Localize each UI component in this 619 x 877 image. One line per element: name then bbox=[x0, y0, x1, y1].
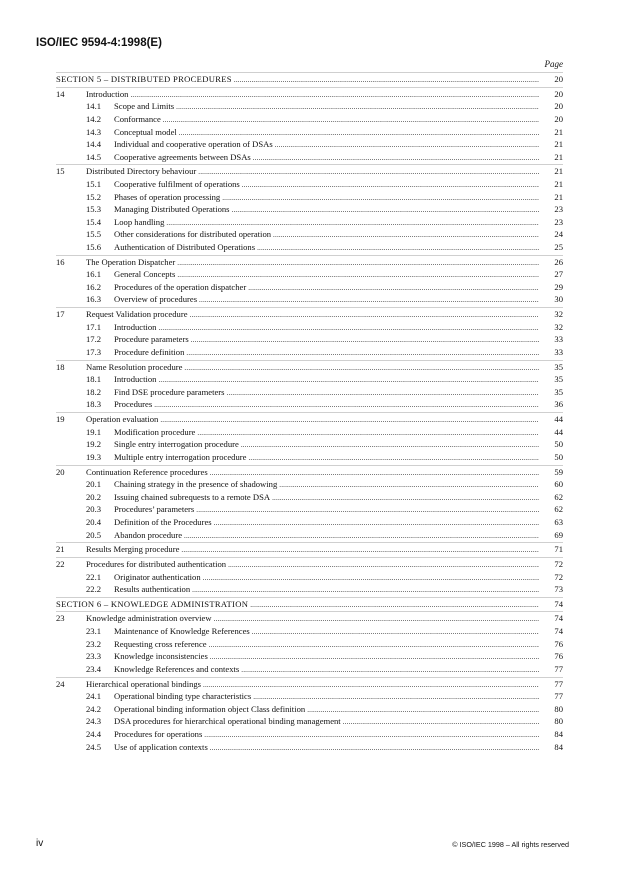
dot-leader bbox=[209, 638, 539, 651]
toc-clause-entry[interactable] bbox=[56, 164, 563, 178]
toc-entry-page: 80 bbox=[554, 716, 563, 727]
toc-entry-title: Conceptual model bbox=[114, 126, 177, 137]
toc-subclause-entry[interactable] bbox=[56, 438, 563, 451]
toc-subclause-entry[interactable] bbox=[56, 346, 563, 359]
toc-entry-title: Cooperative agreements between DSAs bbox=[114, 151, 251, 162]
toc-entry-number: 15.5 bbox=[86, 229, 102, 240]
toc-entry-number: 20.5 bbox=[86, 529, 102, 540]
toc-subclause-entry[interactable] bbox=[56, 741, 563, 754]
toc-entry-title: Hierarchical operational bindings bbox=[86, 678, 202, 689]
toc-entry-page: 74 bbox=[554, 626, 563, 637]
toc-entry-number: 19.2 bbox=[86, 439, 102, 450]
toc-entry-page: 36 bbox=[554, 399, 563, 410]
toc-entry-number: 23 bbox=[56, 613, 65, 624]
toc-entry-title: Continuation Reference procedures bbox=[86, 466, 208, 477]
toc-subclause-entry[interactable] bbox=[56, 728, 563, 741]
toc-entry-number: 15.6 bbox=[86, 242, 102, 252]
toc-entry-page: 76 bbox=[554, 638, 563, 649]
toc-entry-page: 35 bbox=[554, 374, 563, 385]
toc-subclause-entry[interactable] bbox=[56, 293, 563, 306]
toc-subclause-entry[interactable] bbox=[56, 373, 563, 386]
toc-entry-page: 33 bbox=[554, 334, 563, 345]
toc-entry-number: 24.5 bbox=[86, 741, 102, 752]
toc-entry-title: Operation evaluation bbox=[86, 414, 159, 425]
toc-entry-number: 17.2 bbox=[86, 334, 102, 345]
toc-subclause-entry[interactable] bbox=[56, 191, 563, 204]
toc-clause-entry[interactable] bbox=[56, 542, 563, 556]
toc-entry-page: 21 bbox=[554, 139, 563, 150]
toc-entry-number: 17.3 bbox=[86, 346, 102, 357]
toc-entry-page: 77 bbox=[554, 663, 563, 674]
toc-entry-page: 59 bbox=[554, 466, 563, 477]
dot-leader bbox=[272, 491, 539, 504]
dot-leader bbox=[252, 625, 539, 638]
toc-subclause-entry[interactable] bbox=[56, 333, 563, 346]
toc-subclause-entry[interactable] bbox=[56, 178, 563, 191]
dot-leader bbox=[214, 516, 539, 529]
toc-entry-page: 62 bbox=[554, 504, 563, 515]
toc-subclause-entry[interactable] bbox=[56, 151, 563, 164]
toc-entry-title: Originator authentication bbox=[114, 571, 201, 582]
toc-entry-number: 15 bbox=[56, 166, 65, 177]
toc-entry-number: 23.2 bbox=[86, 638, 102, 649]
toc-entry-number: 24.2 bbox=[86, 703, 102, 714]
toc-entry-title: Cooperative fulfilment of operations bbox=[114, 179, 240, 190]
toc-entry-number: 20.1 bbox=[86, 479, 102, 490]
toc-entry-page: 76 bbox=[554, 651, 563, 662]
toc-entry-page: 80 bbox=[554, 703, 563, 714]
toc-entry-title: SECTION 5 – DISTRIBUTED PROCEDURES bbox=[56, 74, 232, 85]
toc-entry-number: 19 bbox=[56, 414, 65, 425]
toc-entry-title: Loop handling bbox=[114, 216, 165, 227]
toc-entry-title: Conformance bbox=[114, 113, 161, 124]
toc-subclause-entry[interactable] bbox=[56, 228, 563, 241]
toc-clause-entry[interactable] bbox=[56, 255, 563, 269]
dot-leader bbox=[166, 216, 539, 229]
toc-entry-title: Knowledge inconsistencies bbox=[114, 651, 208, 662]
toc-subclause-entry[interactable] bbox=[56, 663, 563, 676]
toc-entry-title: Procedures of the operation dispatcher bbox=[114, 281, 247, 292]
toc-entry-number: 19.1 bbox=[86, 426, 102, 437]
toc-entry-page: 24 bbox=[554, 229, 563, 240]
dot-leader bbox=[250, 598, 539, 611]
toc-entry-title: Maintenance of Knowledge References bbox=[114, 626, 250, 637]
toc-entry-page: 32 bbox=[554, 309, 563, 320]
dot-leader bbox=[210, 741, 539, 754]
dot-leader bbox=[130, 88, 539, 101]
toc-subclause-entry[interactable] bbox=[56, 398, 563, 411]
toc-subclause-entry[interactable] bbox=[56, 690, 563, 703]
table-of-contents bbox=[56, 71, 563, 753]
toc-entry-page: 33 bbox=[554, 346, 563, 357]
toc-entry-page: 21 bbox=[554, 166, 563, 177]
toc-entry-title: Results Merging procedure bbox=[86, 544, 180, 555]
toc-entry-title: Name Resolution procedure bbox=[86, 361, 183, 372]
toc-entry-page: 21 bbox=[554, 191, 563, 202]
toc-entry-page: 32 bbox=[554, 321, 563, 332]
toc-entry-page: 35 bbox=[554, 386, 563, 397]
toc-entry-title: Procedure parameters bbox=[114, 334, 189, 345]
toc-subclause-entry[interactable] bbox=[56, 583, 563, 596]
toc-entry-title: Individual and cooperative operation of DSAs bbox=[114, 139, 273, 150]
dot-leader bbox=[257, 241, 539, 254]
toc-entry-title: Procedures for distributed authentication bbox=[86, 558, 227, 569]
dot-leader bbox=[177, 256, 539, 269]
toc-entry-page: 23 bbox=[554, 204, 563, 215]
dot-leader bbox=[196, 503, 539, 516]
toc-entry-number: 22.2 bbox=[86, 584, 102, 595]
toc-entry-number: 15.1 bbox=[86, 179, 102, 190]
toc-entry-number: 21 bbox=[56, 544, 65, 555]
toc-entry-title: Introduction bbox=[86, 88, 129, 99]
toc-entry-number: 15.2 bbox=[86, 191, 102, 202]
toc-entry-title: Scope and Limits bbox=[114, 101, 175, 112]
toc-entry-title: Distributed Directory behaviour bbox=[86, 166, 197, 177]
toc-entry-number: 24.3 bbox=[86, 716, 102, 727]
dot-leader bbox=[248, 281, 539, 294]
toc-subclause-entry[interactable] bbox=[56, 126, 563, 139]
toc-entry-number: 20.4 bbox=[86, 516, 102, 527]
dot-leader bbox=[210, 650, 539, 663]
toc-entry-page: 74 bbox=[554, 613, 563, 624]
dot-leader bbox=[248, 451, 539, 464]
dot-leader bbox=[242, 178, 539, 191]
toc-entry-number: 15.4 bbox=[86, 216, 102, 227]
toc-clause-entry[interactable] bbox=[56, 465, 563, 479]
toc-entry-number: 16 bbox=[56, 256, 65, 267]
toc-subclause-entry[interactable] bbox=[56, 281, 563, 294]
dot-leader bbox=[181, 543, 539, 556]
dot-leader bbox=[191, 333, 539, 346]
toc-entry-number: 18.2 bbox=[86, 386, 102, 397]
toc-entry-page: 20 bbox=[554, 74, 563, 85]
dot-leader bbox=[177, 268, 539, 281]
toc-entry-number: 20.2 bbox=[86, 491, 102, 502]
dot-leader bbox=[241, 438, 539, 451]
dot-leader bbox=[253, 690, 539, 703]
page-column-label: Page bbox=[544, 59, 563, 69]
toc-subclause-entry[interactable] bbox=[56, 571, 563, 584]
dot-leader bbox=[184, 361, 539, 374]
toc-subclause-entry[interactable] bbox=[56, 529, 563, 542]
dot-leader bbox=[228, 558, 539, 571]
toc-entry-page: 20 bbox=[554, 88, 563, 99]
dot-leader bbox=[241, 663, 539, 676]
dot-leader bbox=[232, 203, 539, 216]
toc-entry-page: 72 bbox=[554, 558, 563, 569]
toc-subclause-entry[interactable] bbox=[56, 426, 563, 439]
toc-entry-page: 21 bbox=[554, 126, 563, 137]
toc-subclause-entry[interactable] bbox=[56, 386, 563, 399]
toc-entry-title: Other considerations for distributed operation bbox=[114, 229, 272, 240]
toc-entry-number: 24 bbox=[56, 678, 65, 689]
toc-entry-title: Multiple entry interrogation procedure bbox=[114, 451, 247, 462]
toc-entry-number: 16.2 bbox=[86, 281, 102, 292]
dot-leader bbox=[184, 529, 539, 542]
toc-entry-title: General Concepts bbox=[114, 269, 176, 280]
toc-entry-title: Single entry interrogation procedure bbox=[114, 439, 239, 450]
toc-section-entry[interactable] bbox=[56, 597, 563, 611]
toc-entry-number: 22 bbox=[56, 558, 65, 569]
toc-entry-page: 25 bbox=[554, 242, 563, 252]
toc-entry-title: Requesting cross reference bbox=[114, 638, 207, 649]
toc-entry-number: 23.1 bbox=[86, 626, 102, 637]
dot-leader bbox=[158, 321, 539, 334]
toc-clause-entry[interactable] bbox=[56, 677, 563, 691]
toc-clause-entry[interactable] bbox=[56, 557, 563, 571]
toc-entry-number: 19.3 bbox=[86, 451, 102, 462]
toc-entry-title: Introduction bbox=[114, 374, 157, 385]
toc-entry-title: SECTION 6 – KNOWLEDGE ADMINISTRATION bbox=[56, 598, 249, 609]
dot-leader bbox=[204, 728, 539, 741]
toc-subclause-entry[interactable] bbox=[56, 451, 563, 464]
toc-subclause-entry[interactable] bbox=[56, 715, 563, 728]
toc-entry-title: Managing Distributed Operations bbox=[114, 204, 230, 215]
toc-entry-page: 84 bbox=[554, 741, 563, 752]
toc-entry-title: Procedures for operations bbox=[114, 728, 203, 739]
toc-subclause-entry[interactable] bbox=[56, 321, 563, 334]
toc-entry-number: 17.1 bbox=[86, 321, 102, 332]
toc-entry-title: Issuing chained subrequests to a remote DSA bbox=[114, 491, 271, 502]
toc-entry-page: 21 bbox=[554, 179, 563, 190]
toc-entry-page: 74 bbox=[554, 598, 563, 609]
dot-leader bbox=[190, 308, 539, 321]
toc-subclause-entry[interactable] bbox=[56, 638, 563, 651]
toc-entry-page: 63 bbox=[554, 516, 563, 527]
toc-entry-title: Phases of operation processing bbox=[114, 191, 221, 202]
toc-subclause-entry[interactable] bbox=[56, 478, 563, 491]
dot-leader bbox=[154, 398, 539, 411]
toc-entry-number: 23.3 bbox=[86, 651, 102, 662]
toc-subclause-entry[interactable] bbox=[56, 100, 563, 113]
toc-clause-entry[interactable] bbox=[56, 360, 563, 374]
toc-entry-title: The Operation Dispatcher bbox=[86, 256, 176, 267]
toc-subclause-entry[interactable] bbox=[56, 268, 563, 281]
toc-entry-page: 44 bbox=[554, 414, 563, 425]
toc-entry-title: Chaining strategy in the presence of shadowing bbox=[114, 479, 278, 490]
toc-subclause-entry[interactable] bbox=[56, 113, 563, 126]
dot-leader bbox=[198, 165, 539, 178]
toc-entry-page: 50 bbox=[554, 451, 563, 462]
dot-leader bbox=[203, 571, 539, 584]
dot-leader bbox=[275, 138, 539, 151]
toc-subclause-entry[interactable] bbox=[56, 625, 563, 638]
toc-entry-number: 16.1 bbox=[86, 269, 102, 280]
toc-entry-number: 24.1 bbox=[86, 691, 102, 702]
toc-entry-title: Results authentication bbox=[114, 584, 191, 595]
toc-clause-entry[interactable] bbox=[56, 307, 563, 321]
toc-subclause-entry[interactable] bbox=[56, 138, 563, 151]
toc-entry-title: Authentication of Distributed Operations bbox=[114, 242, 256, 252]
toc-subclause-entry[interactable] bbox=[56, 203, 563, 216]
toc-entry-page: 84 bbox=[554, 728, 563, 739]
dot-leader bbox=[210, 466, 539, 479]
toc-entry-number: 18 bbox=[56, 361, 65, 372]
toc-entry-page: 71 bbox=[554, 544, 563, 555]
toc-subclause-entry[interactable] bbox=[56, 516, 563, 529]
toc-entry-number: 14 bbox=[56, 88, 65, 99]
toc-entry-page: 62 bbox=[554, 491, 563, 502]
toc-section-entry[interactable] bbox=[56, 72, 563, 86]
dot-leader bbox=[279, 478, 539, 491]
dot-leader bbox=[199, 293, 539, 306]
toc-entry-page: 72 bbox=[554, 571, 563, 582]
document-id: ISO/IEC 9594-4:1998(E) bbox=[36, 37, 162, 49]
toc-entry-page: 29 bbox=[554, 281, 563, 292]
dot-leader bbox=[307, 703, 539, 716]
toc-entry-title: Procedures bbox=[114, 399, 153, 410]
toc-entry-page: 27 bbox=[554, 269, 563, 280]
dot-leader bbox=[179, 126, 539, 139]
toc-entry-page: 26 bbox=[554, 256, 563, 267]
toc-entry-number: 14.4 bbox=[86, 139, 102, 150]
toc-entry-number: 20.3 bbox=[86, 504, 102, 515]
toc-clause-entry[interactable] bbox=[56, 611, 563, 625]
toc-clause-entry[interactable] bbox=[56, 87, 563, 101]
toc-entry-title: Definition of the Procedures bbox=[114, 516, 212, 527]
dot-leader bbox=[186, 346, 539, 359]
toc-entry-page: 77 bbox=[554, 691, 563, 702]
toc-entry-number: 18.3 bbox=[86, 399, 102, 410]
toc-entry-title: Request Validation procedure bbox=[86, 309, 188, 320]
dot-leader bbox=[234, 73, 539, 86]
toc-entry-number: 16.3 bbox=[86, 294, 102, 305]
toc-clause-entry[interactable] bbox=[56, 412, 563, 426]
toc-entry-page: 50 bbox=[554, 439, 563, 450]
toc-entry-number: 14.5 bbox=[86, 151, 102, 162]
copyright-notice: © ISO/IEC 1998 – All rights reserved bbox=[452, 840, 569, 849]
toc-entry-title: Find DSE procedure parameters bbox=[114, 386, 225, 397]
toc-subclause-entry[interactable] bbox=[56, 491, 563, 504]
toc-entry-page: 73 bbox=[554, 584, 563, 595]
toc-subclause-entry[interactable] bbox=[56, 241, 563, 254]
toc-entry-number: 24.4 bbox=[86, 728, 102, 739]
toc-entry-page: 35 bbox=[554, 361, 563, 372]
toc-entry-title: Operational binding type characteristics bbox=[114, 691, 252, 702]
dot-leader bbox=[203, 678, 539, 691]
dot-leader bbox=[176, 100, 539, 113]
toc-subclause-entry[interactable] bbox=[56, 650, 563, 663]
toc-entry-title: Operational binding information object Class definition bbox=[114, 703, 306, 714]
toc-entry-number: 14.2 bbox=[86, 113, 102, 124]
toc-subclause-entry[interactable] bbox=[56, 703, 563, 716]
toc-entry-number: 23.4 bbox=[86, 663, 102, 674]
toc-entry-title: Procedures’ parameters bbox=[114, 504, 195, 515]
toc-entry-page: 21 bbox=[554, 151, 563, 162]
toc-entry-title: Use of application contexts bbox=[114, 741, 208, 752]
toc-entry-page: 30 bbox=[554, 294, 563, 305]
toc-entry-number: 17 bbox=[56, 309, 65, 320]
dot-leader bbox=[343, 715, 539, 728]
toc-entry-page: 20 bbox=[554, 113, 563, 124]
dot-leader bbox=[214, 612, 539, 625]
dot-leader bbox=[158, 373, 539, 386]
toc-entry-page: 69 bbox=[554, 529, 563, 540]
toc-entry-page: 77 bbox=[554, 678, 563, 689]
dot-leader bbox=[192, 583, 539, 596]
dot-leader bbox=[222, 191, 539, 204]
toc-entry-title: Knowledge administration overview bbox=[86, 613, 212, 624]
page-number: iv bbox=[36, 838, 44, 849]
dot-leader bbox=[197, 426, 539, 439]
dot-leader bbox=[163, 113, 539, 126]
toc-entry-number: 14.3 bbox=[86, 126, 102, 137]
toc-entry-number: 15.3 bbox=[86, 204, 102, 215]
toc-entry-title: Overview of procedures bbox=[114, 294, 198, 305]
dot-leader bbox=[273, 228, 539, 241]
toc-subclause-entry[interactable] bbox=[56, 216, 563, 229]
toc-entry-title: DSA procedures for hierarchical operational binding management bbox=[114, 716, 341, 727]
toc-entry-title: Procedure definition bbox=[114, 346, 185, 357]
toc-entry-number: 20 bbox=[56, 466, 65, 477]
toc-entry-title: Knowledge References and contexts bbox=[114, 663, 240, 674]
toc-entry-title: Abandon procedure bbox=[114, 529, 183, 540]
toc-subclause-entry[interactable] bbox=[56, 503, 563, 516]
toc-entry-number: 14.1 bbox=[86, 101, 102, 112]
toc-entry-page: 60 bbox=[554, 479, 563, 490]
toc-entry-number: 18.1 bbox=[86, 374, 102, 385]
toc-entry-number: 22.1 bbox=[86, 571, 102, 582]
toc-entry-page: 20 bbox=[554, 101, 563, 112]
toc-entry-title: Modification procedure bbox=[114, 426, 196, 437]
dot-leader bbox=[227, 386, 540, 399]
toc-entry-title: Introduction bbox=[114, 321, 157, 332]
dot-leader bbox=[253, 151, 539, 164]
dot-leader bbox=[160, 413, 539, 426]
toc-entry-page: 44 bbox=[554, 426, 563, 437]
toc-entry-page: 23 bbox=[554, 216, 563, 227]
